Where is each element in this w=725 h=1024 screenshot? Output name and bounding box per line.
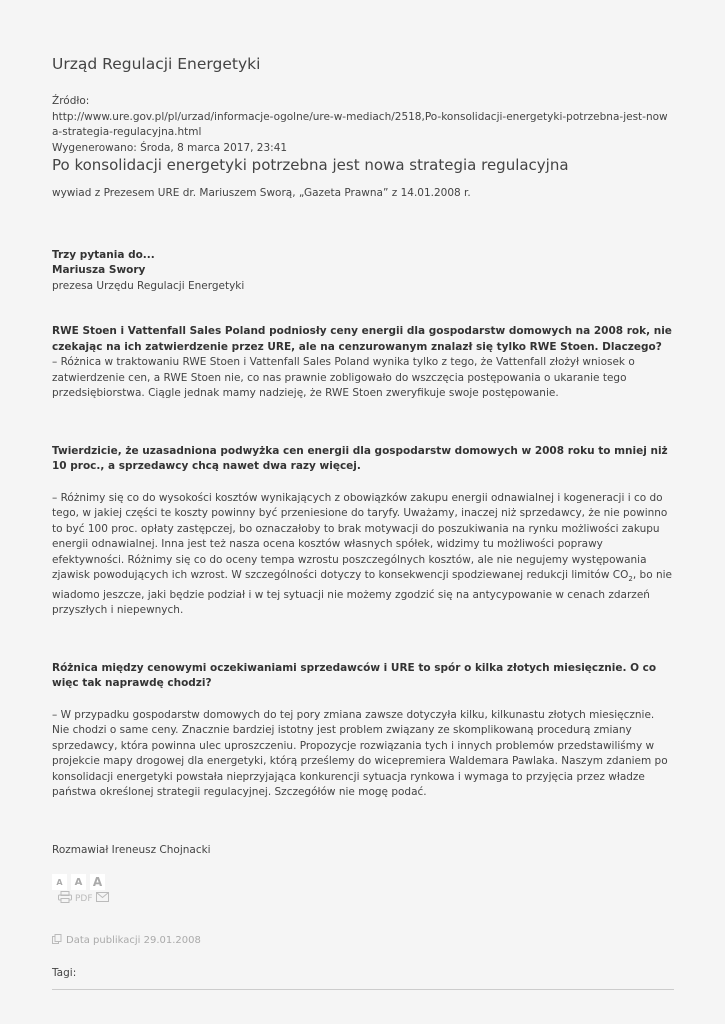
- intro-heading: Trzy pytania do...: [52, 248, 155, 261]
- tags-label: Tagi:: [52, 967, 77, 980]
- font-size-controls: [52, 874, 674, 890]
- co2-subscript: 2: [628, 575, 633, 584]
- site-title: Urząd Regulacji Energetyki: [52, 55, 261, 73]
- article-title: Po konsolidacji energetyki potrzebna jest nowa strategia regulacyjna: [52, 156, 569, 174]
- intro-name: Mariusza Swory: [52, 264, 146, 276]
- answer-2: [52, 491, 674, 619]
- answer-3: – W przypadku gospodarstw domowych do tej pory zmiana zawsze dotyczyła kilku, kilkunastu złotych miesięcznie. Nie chodzi o same ceny. Znacznie bardziej istotny jest problem związany ze skomplikowaną procedurą zmiany sprzedawcy, która powinna ulec uproszczeniu. Propozycje rozwiązania tych i innych problemów przedstawiliśmy w projekcie mapy drogowej dla energetyki, którą prześlemy do wicepremiera Waldemara Pawlaka. Naszym zdaniem po konsolidacji energetyki powstała nieprzyjająca konkurencji sytuacja rynkowa i wymaga to przyjęcia przez władze państwa określonej strategii regulacyjnej. Szczegółów nie mogę podać.: [52, 708, 668, 799]
- author-line: Rozmawiał Ireneusz Chojnacki: [52, 843, 211, 856]
- tags-section: [52, 967, 674, 990]
- document-content: [52, 54, 674, 990]
- article-lead: wywiad z Prezesem URE dr. Mariuszem Sworą, „Gazeta Prawna” z 14.01.2008 r.: [52, 187, 471, 199]
- interview-intro: [52, 248, 674, 295]
- printer-icon[interactable]: [58, 891, 72, 906]
- source-label: Źródło:: [52, 95, 90, 107]
- share-tools: [58, 891, 674, 906]
- publication-date-text: Data publikacji 29.01.2008: [66, 935, 201, 947]
- question-1: RWE Stoen i Vattenfall Sales Poland podniosły ceny energii dla gospodarstw domowych na 2008 rok, nie czekając na ich zatwierdzenie przez URE, ale na cenzurowanym znalazł się tylko RWE Stoen. Dlaczego?: [52, 325, 672, 353]
- font-small-button[interactable]: A: [52, 874, 67, 890]
- source-url[interactable]: http://www.ure.gov.pl/pl/urzad/informacje-ogolne/ure-w-mediach/2518,Po-konsolidacji-energetyki-potrzebna-jest-nowa-strategia-regulacyjna.html: [52, 110, 668, 138]
- font-medium-button[interactable]: A: [71, 874, 86, 890]
- answer-2-part-2: , bo nie wiadomo jeszcze, jaki będzie podział i w tej sytuacji nie możemy zgodzić się na antycypowanie w cenach zdarzeń przyszłych i niepewnych.: [52, 569, 672, 617]
- answer-2-part-1: – Różnimy się co do wysokości kosztów wynikających z obowiązków zakupu energii odnawialnej i kogeneracji i co do tego, w jakiej części te koszty powinny być przeniesione do taryfy. Uważamy, inaczej niż sprzedawcy, że nie powinno to być 100 proc. opłaty zastępczej, bo oznaczałoby to brak motywacji do poszukiwania na rynku możliwości zakupu energii odnawialnej. Inna jest też nasza ocena kosztów własnych spółek, widzimy tu możliwości poprawy efektywności. Różnimy się co do oceny tempa wzrostu poszczególnych kosztów, ale nie negujemy występowania zjawisk powodujących ich wzrost. W szczególności dotyczy to konsekwencji spodziewanej redukcji limitów CO: [52, 491, 668, 581]
- source-block: [52, 94, 674, 156]
- article-tools: [52, 874, 674, 930]
- generated-date: Wygenerowano: Środa, 8 marca 2017, 23:41: [52, 141, 288, 154]
- question-3: Różnica między cenowymi oczekiwaniami sprzedawców i URE to spór o kilka złotych miesięcznie. O co więc tak naprawdę chodzi?: [52, 661, 657, 690]
- publication-date: [52, 934, 674, 947]
- copy-icon: [52, 934, 62, 947]
- question-2: Twierdzicie, że uzasadniona podwyżka cen energii dla gospodarstw domowych w 2008 roku to mniej niż 10 proc., a sprzedawcy chcą nawet dwa razy więcej.: [52, 444, 668, 472]
- pdf-link[interactable]: PDF: [75, 893, 93, 904]
- font-large-button[interactable]: A: [90, 874, 105, 890]
- answer-1: – Różnica w traktowaniu RWE Stoen i Vattenfall Sales Poland wynika tylko z tego, że Vattenfall złożył wniosek o zatwierdzenie cen, a RWE Stoen nie, co nas prawnie zobligowało do wszczęcia postępowania o ukaranie tego przedsiębiorstwa. Ciągle jednak mamy nadzieję, że RWE Stoen zweryfikuje swoje postępowanie.: [52, 356, 635, 399]
- intro-role: prezesa Urzędu Regulacji Energetyki: [52, 279, 245, 292]
- envelope-icon[interactable]: [96, 892, 109, 905]
